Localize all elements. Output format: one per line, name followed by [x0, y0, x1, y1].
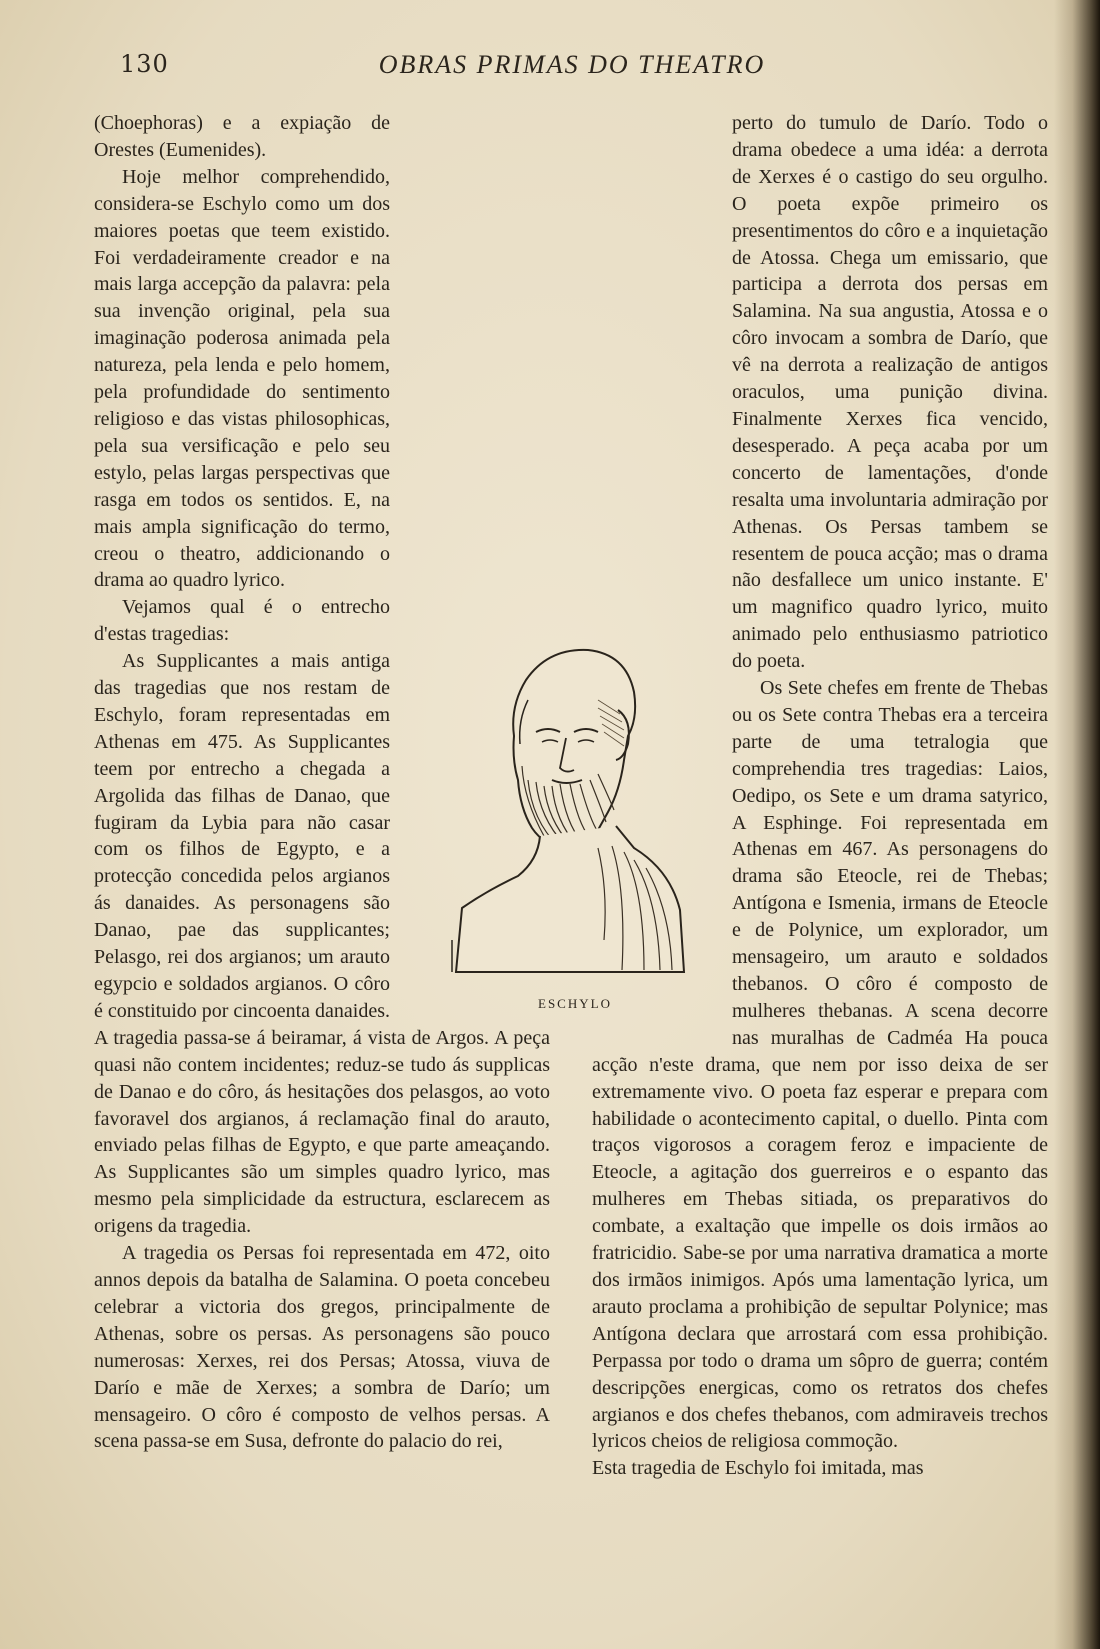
portrait-bust-engraving — [448, 640, 696, 980]
page-header — [92, 50, 1052, 90]
page-number: 130 — [120, 50, 169, 78]
paragraph: Vejamos qual é o entrecho d'estas tragedias: — [94, 596, 390, 646]
figure-caption: ESCHYLO — [538, 996, 612, 1011]
paragraph: (Choephoras) e a expiação de Orestes (Eumenides). — [94, 112, 390, 161]
paragraph: perto do tumulo de Darío. Todo o drama obedece a uma idéa: a derrota de Xerxes é o castigo do seu orgulho. O poeta expõe primeiro os presentimentos do côro e a inquietação de Atossa. Chega um emissario, que participa a derrota dos persas em Salamina. Na sua angustia, Atossa e o côro invocam a sombra de Darío, que vê na derrota a realização de antigos oraculos, uma punição divina. Finalmente Xerxes fica vencido, desesperado. A peça acaba por um concerto de lamentações, d'onde resalta uma involuntaria admiração por Athenas. Os Persas tambem se resentem de pouca acção; mas o drama não desfallece um unico instante. E' um magnifico quadro lyrico, muito animado pelo enthusiasmo patriotico do poeta. — [732, 112, 1048, 673]
running-title: OBRAS PRIMAS DO THEATRO — [378, 50, 766, 79]
paragraph: Esta tragedia de Eschylo foi imitada, mas — [592, 1457, 924, 1480]
paragraph: Hoje melhor comprehendido, considera-se Eschylo como um dos maiores poetas que teem existido. Foi verdadeiramente creador e na mais larga accepção da palavra: pela sua invenção original, pela sua imaginação poderosa animada pela natureza, pela lenda e pelo homem, pela profundidade do sentimento religioso e das vistas philosophicas, pela sua versificação e pelo seu estylo, pelas largas perspectivas que rasga em todos os sentidos. E, na mais ampla significação do termo, creou o theatro, addicionando o drama ao quadro lyrico. — [94, 165, 390, 592]
paragraph: Os Sete chefes em frente de Thebas ou os Sete contra Thebas era a terceira parte de uma tetralogia que comprehendia tres tragedias: Laios, Oedipo, os Sete e um drama satyrico, A Esphinge. Foi representada em Athenas em 467. As personagens do drama são Eteocle, rei de Thebas; Antígona e Ismenia, irmans de Eteocle e de Polynice, um explorador, um mensageiro, um arauto e soldados thebanos. O côro é composto de mulheres thebanas. A scena decorre nas muralhas de Cadméa Ha pouca acção n'este drama, que nem por isso deixa de ser extremamente vivo. O poeta faz esperar e prepara com habilidade o acontecimento capital, o duello. Pinta com traços vigorosos a coragem feroz e impaciente de Eteocle, a agitação dos guerreiros e o espanto das mulheres em Thebas sitiada, os preparativos do combate, a exaltação que impelle os dois irmãos ao fratricidio. Sabe-se por uma narrativa dramatica a morte dos irmãos inimigos. Após uma lamentação lyrica, um arauto proclama a prohibição de sepultar Polynice; mas Antígona declara que arrostará com essa prohibição. Perpassa por todo o drama um sôpro de guerra; contém descripções energicas, como os retratos dos chefes argianos e dos chefes thebanos, com admiraveis trechos lyricos cheios de religiosa commoção. — [592, 677, 1048, 1453]
paragraph: As Supplicantes a mais antiga das tragedias que nos restam de Eschylo, foram representadas em Athenas em 475. As Supplicantes teem por entrecho a chegada a Argolida das filhas de Danao, que fugiram da Lybia para não casar com os filhos de Egypto, e a protecção concedida pelos argianos ás danaides. As personagens são Danao, pae das supplicantes; Pelasgo, rei dos argianos; um arauto egypcio e soldados argianos. O côro é constituido por cincoenta danaides. A tragedia passa-se á beiramar, á vista de Argos. A peça quasi não contem incidentes; reduz-se tudo ás supplicas de Danao e do côro, ás hesitações dos pelasgos, ao voto favoravel dos argianos, á reclamação final do arauto, enviado pelas filhas de Egypto, e que parte ameaçando. As Supplicantes são um simples quadro lyrico, mas mesmo pela simplicidade da estructura, esclarecem as origens da tragedia. — [94, 650, 550, 1238]
paragraph: A tragedia os Persas foi representada em 472, oito annos depois da batalha de Salamina. O poeta concebeu celebrar a victoria dos gregos, principalmente de Athenas, sobre os persas. As personagens são pouco numerosas: Xerxes, rei dos Persas; Atossa, viuva de Darío e mãe de Xerxes; a sombra de Darío; um mensageiro. O côro é composto de velhos persas. A scena passa-se em Susa, defronte do palacio do rei, — [94, 1242, 550, 1453]
book-spine-shadow — [1054, 0, 1100, 1649]
